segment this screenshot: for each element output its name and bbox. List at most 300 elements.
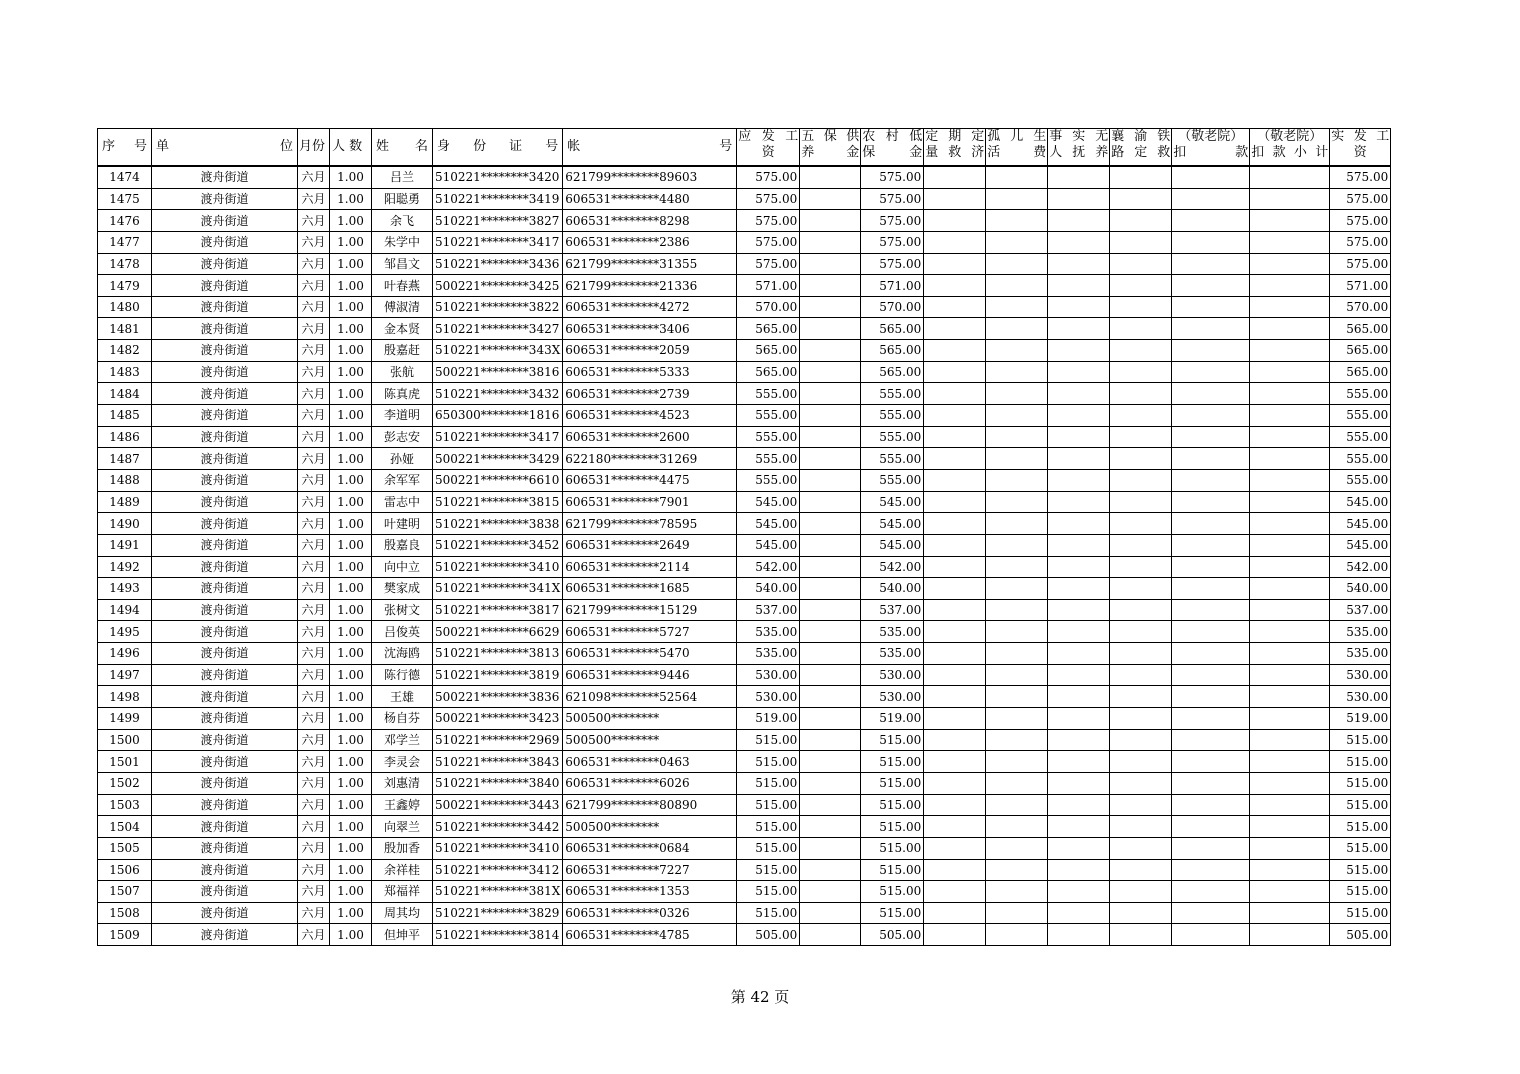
cell-count: 1.00 xyxy=(330,708,372,730)
cell-name: 邓学兰 xyxy=(372,729,433,751)
cell-seq: 1505 xyxy=(98,837,152,859)
cell-dingliang xyxy=(924,816,986,838)
cell-seq: 1504 xyxy=(98,816,152,838)
cell-unit: 渡舟街道 xyxy=(152,556,298,578)
cell-unit: 渡舟街道 xyxy=(152,729,298,751)
cell-nh-subtotal xyxy=(1250,340,1330,362)
cell-month: 六月 xyxy=(298,166,330,188)
cell-wubao xyxy=(800,621,861,643)
cell-foster xyxy=(1048,361,1110,383)
cell-seq: 1497 xyxy=(98,664,152,686)
cell-foster xyxy=(1048,924,1110,946)
cell-railway xyxy=(1110,383,1172,405)
table-row xyxy=(98,166,1391,188)
cell-name: 张树文 xyxy=(372,599,433,621)
cell-dingliang xyxy=(924,361,986,383)
cell-orphan xyxy=(986,188,1048,210)
cell-wubao xyxy=(800,686,861,708)
cell-name: 叶建明 xyxy=(372,513,433,535)
cell-seq: 1503 xyxy=(98,794,152,816)
cell-count: 1.00 xyxy=(330,686,372,708)
cell-foster xyxy=(1048,534,1110,556)
cell-dibao: 555.00 xyxy=(861,469,924,491)
cell-wubao xyxy=(800,816,861,838)
cell-nh-subtotal xyxy=(1250,686,1330,708)
cell-nh-subtotal xyxy=(1250,859,1330,881)
cell-foster xyxy=(1048,253,1110,275)
cell-nh-deduct xyxy=(1172,340,1250,362)
cell-unit: 渡舟街道 xyxy=(152,469,298,491)
col-nh-deduct: （敬老院） 扣 款 xyxy=(1172,129,1250,167)
cell-foster xyxy=(1048,318,1110,340)
cell-account: 621799********21336 xyxy=(563,275,737,297)
cell-orphan xyxy=(986,729,1048,751)
cell-unit: 渡舟街道 xyxy=(152,426,298,448)
cell-railway xyxy=(1110,664,1172,686)
cell-pay-actual: 570.00 xyxy=(1330,296,1391,318)
cell-nh-subtotal xyxy=(1250,924,1330,946)
cell-nh-deduct xyxy=(1172,837,1250,859)
cell-wubao xyxy=(800,210,861,232)
cell-pay-actual: 515.00 xyxy=(1330,751,1391,773)
cell-railway xyxy=(1110,361,1172,383)
cell-pay-due: 515.00 xyxy=(737,772,800,794)
cell-foster xyxy=(1048,794,1110,816)
cell-pay-due: 505.00 xyxy=(737,924,800,946)
cell-nh-deduct xyxy=(1172,729,1250,751)
col-dibao: 农 村 低 保 金 xyxy=(861,129,924,167)
cell-seq: 1483 xyxy=(98,361,152,383)
cell-dibao: 540.00 xyxy=(861,578,924,600)
cell-dibao: 575.00 xyxy=(861,166,924,188)
cell-idno: 510221********3432 xyxy=(433,383,563,405)
table-row xyxy=(98,253,1391,275)
cell-nh-subtotal xyxy=(1250,708,1330,730)
cell-name: 阳聪勇 xyxy=(372,188,433,210)
table-row xyxy=(98,772,1391,794)
cell-seq: 1507 xyxy=(98,881,152,903)
cell-month: 六月 xyxy=(298,708,330,730)
table-row xyxy=(98,513,1391,535)
cell-account: 606531********3406 xyxy=(563,318,737,340)
cell-account: 606531********2386 xyxy=(563,231,737,253)
cell-seq: 1502 xyxy=(98,772,152,794)
col-name: 姓 名 xyxy=(372,129,433,167)
cell-pay-due: 519.00 xyxy=(737,708,800,730)
cell-orphan xyxy=(986,708,1048,730)
cell-month: 六月 xyxy=(298,469,330,491)
cell-dingliang xyxy=(924,599,986,621)
cell-seq: 1509 xyxy=(98,924,152,946)
cell-month: 六月 xyxy=(298,448,330,470)
cell-nh-subtotal xyxy=(1250,751,1330,773)
cell-nh-deduct xyxy=(1172,318,1250,340)
cell-idno: 510221********3420 xyxy=(433,166,563,188)
cell-wubao xyxy=(800,859,861,881)
cell-pay-due: 515.00 xyxy=(737,794,800,816)
cell-pay-actual: 515.00 xyxy=(1330,816,1391,838)
cell-dibao: 537.00 xyxy=(861,599,924,621)
cell-railway xyxy=(1110,231,1172,253)
cell-nh-deduct xyxy=(1172,275,1250,297)
cell-account: 606531********7901 xyxy=(563,491,737,513)
cell-dibao: 530.00 xyxy=(861,664,924,686)
cell-pay-due: 575.00 xyxy=(737,231,800,253)
cell-railway xyxy=(1110,881,1172,903)
cell-wubao xyxy=(800,253,861,275)
cell-unit: 渡舟街道 xyxy=(152,253,298,275)
cell-railway xyxy=(1110,751,1172,773)
table-row xyxy=(98,881,1391,903)
cell-wubao xyxy=(800,296,861,318)
cell-foster xyxy=(1048,881,1110,903)
cell-dingliang xyxy=(924,426,986,448)
cell-nh-deduct xyxy=(1172,643,1250,665)
cell-idno: 500221********3423 xyxy=(433,708,563,730)
cell-account: 500500******** xyxy=(563,729,737,751)
cell-foster xyxy=(1048,643,1110,665)
cell-unit: 渡舟街道 xyxy=(152,664,298,686)
cell-dibao: 535.00 xyxy=(861,621,924,643)
cell-pay-actual: 555.00 xyxy=(1330,383,1391,405)
cell-nh-deduct xyxy=(1172,534,1250,556)
cell-nh-deduct xyxy=(1172,231,1250,253)
cell-nh-subtotal xyxy=(1250,318,1330,340)
cell-month: 六月 xyxy=(298,405,330,427)
cell-name: 樊家成 xyxy=(372,578,433,600)
cell-orphan xyxy=(986,383,1048,405)
cell-seq: 1481 xyxy=(98,318,152,340)
cell-dingliang xyxy=(924,210,986,232)
cell-nh-deduct xyxy=(1172,859,1250,881)
cell-railway xyxy=(1110,708,1172,730)
cell-nh-subtotal xyxy=(1250,794,1330,816)
cell-nh-subtotal xyxy=(1250,253,1330,275)
cell-nh-subtotal xyxy=(1250,816,1330,838)
cell-unit: 渡舟街道 xyxy=(152,491,298,513)
table-row xyxy=(98,534,1391,556)
cell-account: 606531********6026 xyxy=(563,772,737,794)
cell-foster xyxy=(1048,383,1110,405)
cell-foster xyxy=(1048,556,1110,578)
cell-pay-actual: 555.00 xyxy=(1330,426,1391,448)
cell-month: 六月 xyxy=(298,556,330,578)
cell-unit: 渡舟街道 xyxy=(152,578,298,600)
cell-account: 606531********7227 xyxy=(563,859,737,881)
cell-month: 六月 xyxy=(298,643,330,665)
cell-month: 六月 xyxy=(298,513,330,535)
cell-pay-actual: 545.00 xyxy=(1330,534,1391,556)
cell-dibao: 505.00 xyxy=(861,924,924,946)
table-row xyxy=(98,794,1391,816)
cell-orphan xyxy=(986,275,1048,297)
cell-nh-subtotal xyxy=(1250,513,1330,535)
cell-nh-subtotal xyxy=(1250,578,1330,600)
table-row xyxy=(98,902,1391,924)
cell-dingliang xyxy=(924,643,986,665)
cell-wubao xyxy=(800,751,861,773)
cell-month: 六月 xyxy=(298,621,330,643)
table-row xyxy=(98,729,1391,751)
cell-nh-subtotal xyxy=(1250,491,1330,513)
cell-orphan xyxy=(986,902,1048,924)
cell-nh-subtotal xyxy=(1250,469,1330,491)
table-row xyxy=(98,361,1391,383)
cell-count: 1.00 xyxy=(330,296,372,318)
cell-wubao xyxy=(800,772,861,794)
cell-month: 六月 xyxy=(298,837,330,859)
cell-wubao xyxy=(800,924,861,946)
cell-orphan xyxy=(986,621,1048,643)
cell-nh-deduct xyxy=(1172,426,1250,448)
cell-account: 606531********9446 xyxy=(563,664,737,686)
cell-wubao xyxy=(800,578,861,600)
cell-dibao: 535.00 xyxy=(861,643,924,665)
cell-seq: 1501 xyxy=(98,751,152,773)
cell-dibao: 515.00 xyxy=(861,837,924,859)
cell-pay-due: 570.00 xyxy=(737,296,800,318)
cell-pay-due: 555.00 xyxy=(737,469,800,491)
cell-idno: 510221********3840 xyxy=(433,772,563,794)
cell-count: 1.00 xyxy=(330,448,372,470)
cell-wubao xyxy=(800,340,861,362)
cell-pay-actual: 519.00 xyxy=(1330,708,1391,730)
cell-count: 1.00 xyxy=(330,794,372,816)
cell-name: 余飞 xyxy=(372,210,433,232)
cell-name: 李道明 xyxy=(372,405,433,427)
cell-unit: 渡舟街道 xyxy=(152,534,298,556)
cell-foster xyxy=(1048,729,1110,751)
cell-dibao: 565.00 xyxy=(861,361,924,383)
cell-count: 1.00 xyxy=(330,556,372,578)
cell-pay-due: 555.00 xyxy=(737,448,800,470)
cell-count: 1.00 xyxy=(330,253,372,275)
cell-railway xyxy=(1110,816,1172,838)
cell-railway xyxy=(1110,837,1172,859)
cell-account: 606531********5470 xyxy=(563,643,737,665)
cell-seq: 1494 xyxy=(98,599,152,621)
cell-count: 1.00 xyxy=(330,513,372,535)
cell-nh-deduct xyxy=(1172,383,1250,405)
cell-pay-actual: 530.00 xyxy=(1330,686,1391,708)
cell-account: 606531********1685 xyxy=(563,578,737,600)
cell-unit: 渡舟街道 xyxy=(152,686,298,708)
cell-foster xyxy=(1048,469,1110,491)
col-nh-subtotal: （敬老院） 扣 款 小 计 xyxy=(1250,129,1330,167)
cell-dibao: 515.00 xyxy=(861,902,924,924)
cell-month: 六月 xyxy=(298,816,330,838)
cell-wubao xyxy=(800,361,861,383)
cell-nh-subtotal xyxy=(1250,837,1330,859)
cell-account: 621799********15129 xyxy=(563,599,737,621)
cell-name: 但坤平 xyxy=(372,924,433,946)
cell-count: 1.00 xyxy=(330,491,372,513)
cell-account: 606531********2600 xyxy=(563,426,737,448)
cell-dingliang xyxy=(924,534,986,556)
cell-nh-deduct xyxy=(1172,924,1250,946)
cell-account: 606531********2649 xyxy=(563,534,737,556)
cell-dibao: 515.00 xyxy=(861,881,924,903)
cell-nh-deduct xyxy=(1172,599,1250,621)
cell-pay-actual: 535.00 xyxy=(1330,643,1391,665)
cell-dingliang xyxy=(924,448,986,470)
cell-dingliang xyxy=(924,469,986,491)
cell-seq: 1484 xyxy=(98,383,152,405)
cell-account: 606531********2739 xyxy=(563,383,737,405)
cell-seq: 1476 xyxy=(98,210,152,232)
cell-foster xyxy=(1048,902,1110,924)
cell-pay-due: 575.00 xyxy=(737,253,800,275)
cell-pay-due: 530.00 xyxy=(737,686,800,708)
cell-railway xyxy=(1110,859,1172,881)
cell-nh-subtotal xyxy=(1250,166,1330,188)
cell-unit: 渡舟街道 xyxy=(152,166,298,188)
cell-count: 1.00 xyxy=(330,426,372,448)
cell-nh-deduct xyxy=(1172,556,1250,578)
cell-idno: 510221********3819 xyxy=(433,664,563,686)
cell-account: 621799********31355 xyxy=(563,253,737,275)
cell-count: 1.00 xyxy=(330,210,372,232)
cell-dingliang xyxy=(924,340,986,362)
cell-idno: 510221********3814 xyxy=(433,924,563,946)
cell-dibao: 555.00 xyxy=(861,426,924,448)
col-count: 人 数 xyxy=(330,129,372,167)
cell-orphan xyxy=(986,210,1048,232)
cell-count: 1.00 xyxy=(330,881,372,903)
cell-pay-actual: 575.00 xyxy=(1330,166,1391,188)
cell-account: 606531********8298 xyxy=(563,210,737,232)
cell-dingliang xyxy=(924,686,986,708)
col-idno: 身 份 证 号 xyxy=(433,129,563,167)
cell-pay-due: 537.00 xyxy=(737,599,800,621)
cell-count: 1.00 xyxy=(330,361,372,383)
cell-dingliang xyxy=(924,708,986,730)
cell-unit: 渡舟街道 xyxy=(152,902,298,924)
cell-month: 六月 xyxy=(298,534,330,556)
cell-pay-due: 575.00 xyxy=(737,210,800,232)
cell-wubao xyxy=(800,383,861,405)
cell-idno: 500221********6610 xyxy=(433,469,563,491)
table-header xyxy=(98,129,1391,167)
cell-unit: 渡舟街道 xyxy=(152,859,298,881)
cell-pay-actual: 515.00 xyxy=(1330,772,1391,794)
cell-count: 1.00 xyxy=(330,902,372,924)
cell-unit: 渡舟街道 xyxy=(152,296,298,318)
cell-month: 六月 xyxy=(298,296,330,318)
cell-railway xyxy=(1110,513,1172,535)
cell-railway xyxy=(1110,426,1172,448)
cell-month: 六月 xyxy=(298,686,330,708)
cell-nh-deduct xyxy=(1172,491,1250,513)
cell-month: 六月 xyxy=(298,383,330,405)
cell-unit: 渡舟街道 xyxy=(152,361,298,383)
cell-nh-deduct xyxy=(1172,405,1250,427)
table-body xyxy=(98,166,1391,946)
cell-count: 1.00 xyxy=(330,383,372,405)
col-month: 月份 xyxy=(298,129,330,167)
cell-idno: 510221********3412 xyxy=(433,859,563,881)
cell-nh-deduct xyxy=(1172,513,1250,535)
cell-idno: 510221********3813 xyxy=(433,643,563,665)
cell-foster xyxy=(1048,210,1110,232)
cell-pay-due: 515.00 xyxy=(737,902,800,924)
cell-pay-actual: 565.00 xyxy=(1330,340,1391,362)
cell-name: 王鑫婷 xyxy=(372,794,433,816)
cell-seq: 1490 xyxy=(98,513,152,535)
cell-pay-actual: 575.00 xyxy=(1330,210,1391,232)
cell-idno: 510221********343X xyxy=(433,340,563,362)
cell-seq: 1474 xyxy=(98,166,152,188)
header-row xyxy=(98,129,1391,167)
cell-month: 六月 xyxy=(298,340,330,362)
cell-pay-actual: 515.00 xyxy=(1330,902,1391,924)
cell-account: 606531********5333 xyxy=(563,361,737,383)
cell-idno: 510221********3410 xyxy=(433,837,563,859)
cell-nh-subtotal xyxy=(1250,361,1330,383)
cell-railway xyxy=(1110,188,1172,210)
cell-unit: 渡舟街道 xyxy=(152,708,298,730)
cell-foster xyxy=(1048,859,1110,881)
cell-idno: 500221********3429 xyxy=(433,448,563,470)
cell-pay-due: 565.00 xyxy=(737,340,800,362)
cell-nh-deduct xyxy=(1172,166,1250,188)
cell-account: 621799********78595 xyxy=(563,513,737,535)
cell-account: 606531********4480 xyxy=(563,188,737,210)
cell-idno: 510221********3829 xyxy=(433,902,563,924)
cell-seq: 1492 xyxy=(98,556,152,578)
cell-pay-due: 542.00 xyxy=(737,556,800,578)
cell-idno: 500221********3443 xyxy=(433,794,563,816)
cell-unit: 渡舟街道 xyxy=(152,383,298,405)
table-row xyxy=(98,405,1391,427)
cell-dingliang xyxy=(924,924,986,946)
cell-orphan xyxy=(986,534,1048,556)
col-pay-actual: 实 发 工 资 xyxy=(1330,129,1391,167)
cell-railway xyxy=(1110,210,1172,232)
cell-seq: 1478 xyxy=(98,253,152,275)
cell-count: 1.00 xyxy=(330,772,372,794)
cell-nh-deduct xyxy=(1172,361,1250,383)
cell-idno: 510221********3822 xyxy=(433,296,563,318)
cell-pay-due: 515.00 xyxy=(737,859,800,881)
cell-month: 六月 xyxy=(298,491,330,513)
cell-count: 1.00 xyxy=(330,275,372,297)
cell-pay-due: 535.00 xyxy=(737,621,800,643)
cell-dibao: 565.00 xyxy=(861,318,924,340)
cell-account: 621799********89603 xyxy=(563,166,737,188)
cell-account: 606531********0684 xyxy=(563,837,737,859)
table-row xyxy=(98,448,1391,470)
cell-dingliang xyxy=(924,318,986,340)
cell-dingliang xyxy=(924,166,986,188)
cell-month: 六月 xyxy=(298,210,330,232)
cell-name: 殷嘉良 xyxy=(372,534,433,556)
cell-railway xyxy=(1110,772,1172,794)
cell-railway xyxy=(1110,405,1172,427)
cell-wubao xyxy=(800,708,861,730)
cell-idno: 510221********3419 xyxy=(433,188,563,210)
table-row xyxy=(98,751,1391,773)
cell-count: 1.00 xyxy=(330,729,372,751)
cell-wubao xyxy=(800,469,861,491)
cell-railway xyxy=(1110,340,1172,362)
cell-month: 六月 xyxy=(298,188,330,210)
cell-name: 吕俊英 xyxy=(372,621,433,643)
table-row xyxy=(98,686,1391,708)
cell-nh-subtotal xyxy=(1250,643,1330,665)
cell-foster xyxy=(1048,275,1110,297)
cell-account: 606531********0463 xyxy=(563,751,737,773)
